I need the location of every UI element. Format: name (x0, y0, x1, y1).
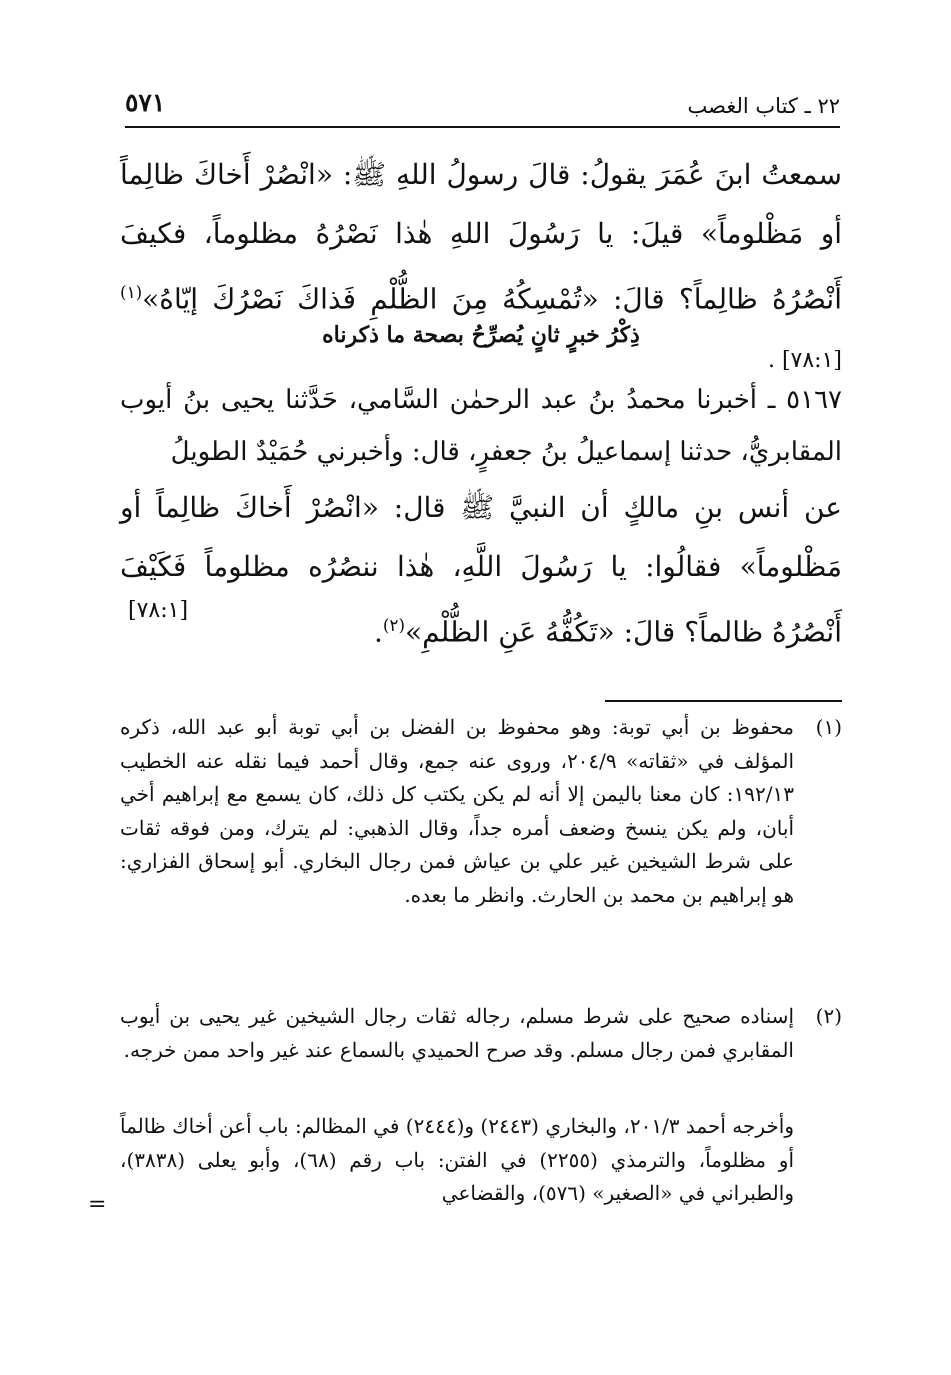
footnote-divider (605, 700, 842, 702)
header-divider (125, 126, 840, 128)
cross-reference: . [٧٨:١] (767, 348, 842, 374)
footnote-text: إسناده صحيح على شرط مسلم، رجاله ثقات رجال الشيخين غير يحيى بن أيوب المقابري فمن رجال مسلم. وقد صرح الحميدي بالسماع عند غير واحد ممن خرجه. (120, 1004, 794, 1062)
footnote-number: (١) (815, 715, 842, 739)
section-heading: ذِكْرُ خبرٍ ثانٍ يُصرِّحُ بصحة ما ذكرناه (322, 322, 640, 348)
hadith-isnad-5167: ٥١٦٧ ـ أخبرنا محمدُ بنُ عبد الرحمٰن السَّامي، حَدَّثنا يحيى بنُ أيوب المقابريُّ، حدثنا إسماعيلُ بنُ جعفرٍ، قال: وأخبرني حُمَيْدٌ الطويلُ (120, 385, 842, 467)
footnote-ref-2: (٢) (382, 615, 405, 635)
footnote-2 (120, 1000, 842, 1067)
footnote-2-continuation: وأخرجه أحمد ٢٠١/٣، والبخاري (٢٤٤٣) و(٢٤٤٤) في المظالم: باب أعن أخاك ظالماً أو مظلوماً، والترمذي (٢٢٥٥) في الفتن: باب رقم (٦٨)، وأبو يعلى (٣٨٣٨)، والطبراني في «الصغير» (٥٧٦)، والقضاعي (120, 1114, 794, 1205)
page-number: ٥٧١ (125, 88, 166, 117)
chapter-title: ٢٢ ـ كتاب الغصب (687, 94, 840, 118)
hadith-text: عن أنس بنِ مالكٍ أن النبيَّ ﷺ قال: «انْصُرْ أَخاكَ ظالِماً أو مَظْلوماً» فقالُوا: يا رَسُولَ اللَّهِ، هٰذا ننصُرُه مظلوماً فَكَيْفَ أَنْصُرُهُ ظالماً؟ قالَ: «تَكُفُّهُ عَنِ الظُّلْمِ» (120, 491, 842, 649)
footnote-1 (120, 711, 842, 912)
cross-reference: [٧٨:١] (128, 598, 189, 623)
hadith-paragraph-2 (120, 478, 842, 661)
hadith-paragraph-1 (120, 145, 842, 390)
continuation-mark: = (88, 1192, 107, 1217)
footnote-number: (٢) (815, 1004, 842, 1028)
running-header (125, 88, 840, 124)
hadith-text: سمعتُ ابنَ عُمَرَ يقولُ: قالَ رسولُ اللهِ ﷺ: «انْصُرْ أَخاكَ ظالِماً أو مَظْلوماً» قيلَ: يا رَسُولَ اللهِ هٰذا نَصْرُهُ مظلوماً، فكيفَ أَنْصُرُهُ ظالِماً؟ قالَ: «تُمْسِكُهُ مِنَ الظُّلْمِ فَذاكَ نَصْرُكَ إيّاهُ» (120, 158, 842, 316)
footnote-ref-1: (١) (120, 282, 143, 302)
sentence-end: . (373, 615, 383, 649)
footnote-text: محفوظ بن أبي توبة: وهو محفوظ بن الفضل بن أبي توبة أبو عبد الله، ذكره المؤلف في «ثقاته» ٢٠٤/٩، وروى عنه جمع، وقال أحمد فيما نقله عنه الخطيب ١٩٢/١٣: كان معنا باليمن إلا أنه لم يكن يكتب كل ذلك، كان يسمع مع إبراهيم أخي أبان، ولم يكن ينسخ وضعف أمره جداً، وقال الذهبي: لم يترك، ومن فوقه ثقات على شرط الشيخين غير علي بن عياش فمن رجال البخاري. أبو إسحاق الفزاري: هو إبراهيم بن محمد بن الحارث. وانظر ما بعده. (120, 715, 794, 907)
